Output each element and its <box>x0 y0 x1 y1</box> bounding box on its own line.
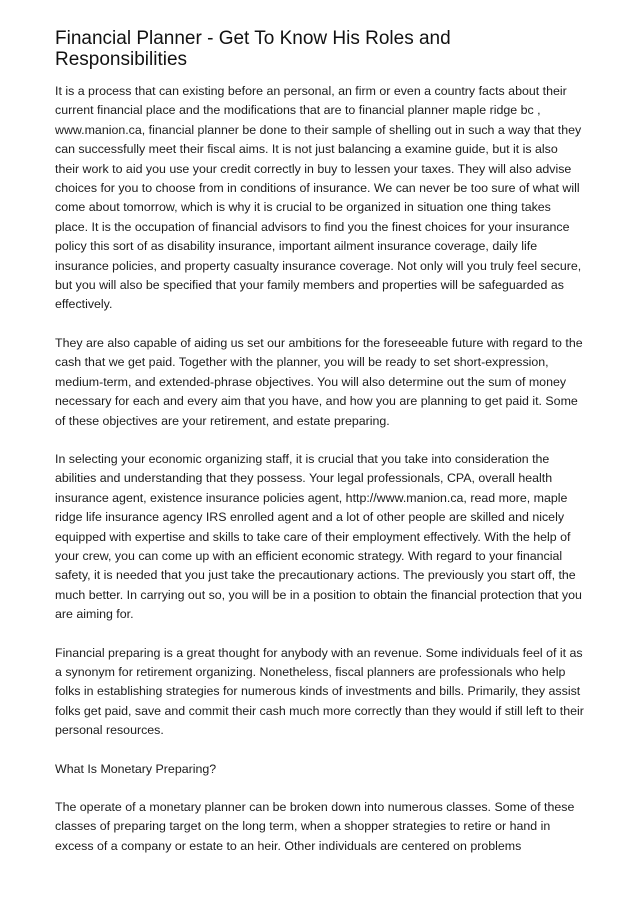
paragraph-ambitions: They are also capable of aiding us set our ambitions for the foreseeable future with regard to the cash that we get paid. Together with the planner, you will be ready to set short-expression, medium-term, and extended-phrase objectives. You will also determine out the sum of money necessary for each and every aim that you have, and how you are planning to get paid it. Some of these objectives are your retirement, and estate preparing. <box>55 335 583 428</box>
document-title: Financial Planner - Get To Know His Roles and Responsibilities <box>55 28 451 70</box>
section-heading: What Is Monetary Preparing? <box>55 761 217 776</box>
document-page <box>55 28 585 875</box>
paragraph-organizing-staff: In selecting your economic organizing staff, it is crucial that you take into consideration the abilities and understanding that they possess. Your legal professionals, CPA, overall health insurance agent, existence insurance policies agent, http://www.manion.ca, read more, maple ridge life insurance agency IRS enrolled agent and a lot of other people are skilled and nicely equipped with expertise and skills to take care of their employment effectively. With the help of your crew, you can come up with an efficient economic strategy. With regard to your financial safety, it is needed that you just take the precautionary actions. The previously you start off, the much better. In carrying out so, you will be in a position to obtain the financial protection that you are aiming for. <box>55 451 582 622</box>
paragraph-planner-classes: The operate of a monetary planner can be broken down into numerous classes. Some of these classes of preparing target on the long term, when a shopper strategies to retire or hand in excess of a company or estate to an heir. Other individuals are centered on problems <box>55 800 575 853</box>
paragraph-intro: It is a process that can existing before an personal, an firm or even a country facts about their current financial place and the modifications that are to financial planner maple ridge bc , www.manion.ca, financial planner be done to their sample of shelling out in such a way that they can successfully meet their fiscal aims. It is not just balancing a examine guide, but it is also their work to aid you use your credit correctly in buy to lessen your taxes. They will also advise choices for you to choose from in conditions of insurance. We can never be too sure of what will come about tomorrow, which is why it is crucial to be organized in situation one thing takes place. It is the occupation of financial advisors to find you the finest choices for your insurance policy this sort of as disability insurance, important ailment insurance coverage, daily life insurance policies, and property casualty insurance coverage. Not only will you truly feel secure, but you will also be specified that your family members and properties will be safeguarded as effectively. <box>55 84 582 312</box>
paragraph-financial-preparing: Financial preparing is a great thought for anybody with an revenue. Some individuals feel of it as a synonym for retirement organizing. Nonetheless, fiscal planners are professionals who help folks in establishing strategies for numerous kinds of investments and bills. Primarily, they assist folks get paid, save and commit their cash much more correctly than they would if still left to their personal resources. <box>55 645 584 738</box>
